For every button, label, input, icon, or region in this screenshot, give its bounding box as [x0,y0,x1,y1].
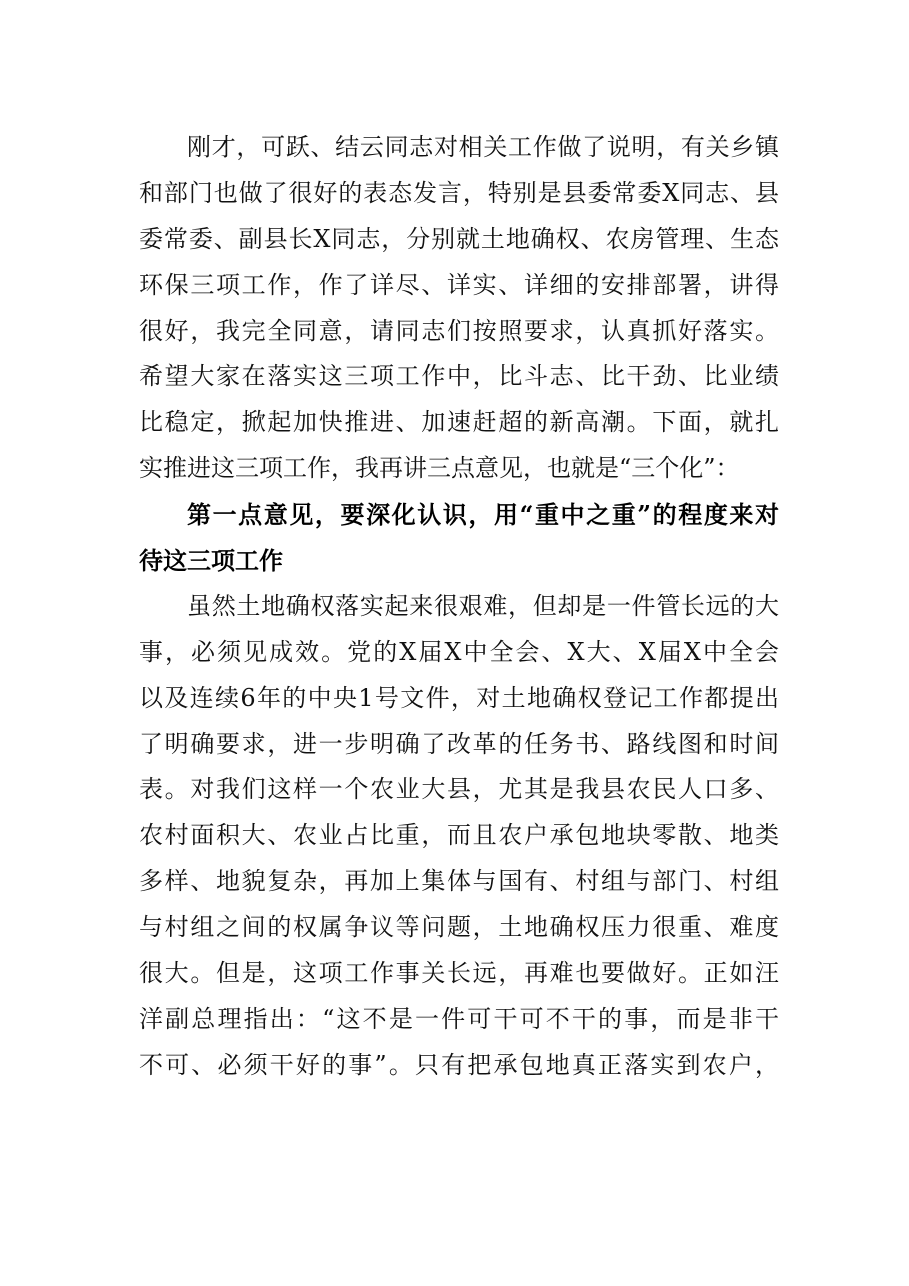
text-line: 洋副总理指出：“这不是一件可干可不干的事，而是非干 [139,1004,779,1033]
text-line: 不可、必须干好的事”。只有把承包地真正落实到农户， [139,1050,779,1079]
text-line: 多样、地貌复杂，再加上集体与国有、村组与部门、村组 [139,867,779,896]
text-line: 与村组之间的权属争议等问题，土地确权压力很重、难度 [139,913,779,942]
text-line: 委常委、副县长X同志，分别就土地确权、农房管理、生态 [139,224,779,253]
text-line: 表。对我们这样一个农业大县，尤其是我县农民人口多、 [139,775,779,804]
text-line: 虽然土地确权落实起来很艰难，但却是一件管长远的大 [187,591,779,620]
text-line: 很好，我完全同意，请同志们按照要求，认真抓好落实。 [139,316,779,345]
section-heading-line: 第一点意见，要深化认识，用“重中之重”的程度来对 [187,500,779,530]
text-line: 实推进这三项工作，我再讲三点意见，也就是“三个化”： [139,454,740,483]
text-line: 农村面积大、农业占比重，而且农户承包地块零散、地类 [139,821,779,850]
text-line: 比稳定，掀起加快推进、加速赶超的新高潮。下面，就扎 [139,408,779,437]
text-line: 了明确要求，进一步明确了改革的任务书、路线图和时间 [139,729,779,758]
document-body [139,125,779,1089]
section-heading-line: 待这三项工作 [139,546,283,576]
text-line: 以及连续6年的中央1号文件，对土地确权登记工作都提出 [139,683,779,712]
text-line: 环保三项工作，作了详尽、详实、详细的安排部署，讲得 [139,270,779,299]
text-line: 刚才，可跃、结云同志对相关工作做了说明，有关乡镇 [187,133,779,161]
text-line: 希望大家在落实这三项工作中，比斗志、比干劲、比业绩 [139,362,779,391]
text-line: 事，必须见成效。党的X届X中全会、X大、X届X中全会 [139,637,779,666]
text-line: 很大。但是，这项工作事关长远，再难也要做好。正如汪 [139,959,779,988]
text-line: 和部门也做了很好的表态发言，特别是县委常委X同志、县 [139,178,779,207]
